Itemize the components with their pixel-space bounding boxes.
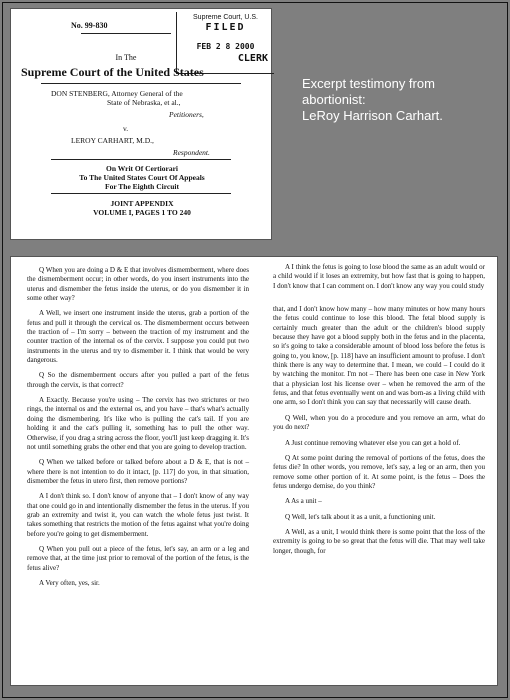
writ-line-3: For The Eighth Circuit bbox=[105, 182, 179, 191]
testimony-paragraph: Q Well, when you do a procedure and you remove an arm, what do you do next? bbox=[273, 413, 485, 432]
stamp-clerk: CLERK bbox=[237, 53, 268, 64]
testimony-paragraph: that, and I don't know how many – how many minutes or how many hours the fetus could continue to lose this blood. The fetal blood supply is certainly much greater than the adult or the children's blood supply because they have got a blood supply both in the fetus and in the placenta, so it's going to take a considerable amount of blood loss before the fetus is going to, you know, [p. 118] have an insufficient amount to profuse. I don't think there is any way to determine that. I mean, we could – I could do it by watching the monitor. I'm not – There has been one case in New York that a physician lost his license over – when he removed the arm of the fetus, and that fetus eventually went on and was born-as a living child with one arm, so I don't think you can say that necessarily will cause death. bbox=[273, 305, 485, 407]
divider bbox=[81, 33, 171, 34]
testimony-paragraph: Q Well, let's talk about it as a unit, a functioning unit. bbox=[285, 512, 436, 521]
testimony-paragraph: A As a unit – bbox=[285, 497, 322, 506]
testimony-paragraph: A Just continue removing whatever else you can get a hold of. bbox=[285, 438, 461, 447]
stamp-filed: FILED bbox=[205, 22, 246, 33]
divider bbox=[51, 159, 231, 160]
writ-line-2: To The United States Court Of Appeals bbox=[79, 173, 205, 182]
testimony-paragraph: A Well, as a unit, I would think there is some point that the loss of the extremity is going to be so great that the fetus will die. That may well take longer, though, for bbox=[273, 527, 485, 555]
stamp-date: FEB 2 8 2000 bbox=[196, 42, 255, 51]
testimony-paragraph: Q So the dismemberment occurs after you pulled a part of the fetus through the cervix, is that correct? bbox=[27, 371, 249, 389]
caption-line-1: Excerpt testimony from bbox=[302, 76, 435, 91]
testimony-paragraph: Q At some point during the removal of portions of the fetus, does the fetus die? In other words, you remove, let's say, a leg or an arm, then you remove some other portion of it. At some point, is the fetus – Does the fetus undergo demise, do you think? bbox=[273, 453, 485, 490]
petitioner-state: State of Nebraska, et al., bbox=[107, 98, 181, 107]
testimony-paragraph: A Well, we insert one instrument inside the uterus, grab a portion of the fetus and pull it through the cervical os. The dismemberment occurs between the traction of – I'm sorry – between the traction of my instrument and the counter traction of the internal os of the cervix. I suppose you could put two instruments in the uterus and try to dismember it. I think that would be very dangerous. bbox=[27, 309, 249, 365]
versus: v. bbox=[123, 124, 129, 133]
caption-line-3: LeRoy Harrison Carhart. bbox=[302, 108, 443, 123]
court-name: Supreme Court of the United States bbox=[21, 65, 204, 79]
testimony-page bbox=[10, 256, 498, 686]
appendix-title: JOINT APPENDIX bbox=[110, 199, 174, 208]
stamp-court: Supreme Court, U.S. bbox=[193, 14, 258, 21]
writ-line-1: On Writ Of Certiorari bbox=[106, 164, 178, 173]
testimony-paragraph: Q When you pull out a piece of the fetus, let's say, an arm or a leg and remove that, at the time just prior to removal of the portion of the fetus, is the fetus alive? bbox=[27, 544, 249, 572]
divider bbox=[51, 193, 231, 194]
testimony-paragraph: A I think the fetus is going to lose blood the same as an adult would or a child would if it loses an extremity, but how fast that is going to happen, I don't know that I can comment on. I don't know any way you could study bbox=[273, 263, 485, 290]
caption-line-2: abortionist: bbox=[302, 92, 366, 107]
petitioners-label: Petitioners, bbox=[169, 110, 204, 119]
testimony-right-column bbox=[273, 263, 485, 562]
testimony-paragraph: Q When we talked before or talked before about a D & E, that is not – where there is not intention to do it intact, [p. 117] do you, in that situation, dismember the fetus in utero first, then remove portions? bbox=[27, 458, 249, 485]
caption bbox=[302, 76, 502, 124]
divider bbox=[41, 83, 241, 84]
petitioner-name: DON STENBERG, Attorney General of the bbox=[51, 89, 183, 98]
testimony-paragraph: A Very often, yes, sir. bbox=[39, 578, 100, 587]
testimony-paragraph: Q When you are doing a D & E that involves dismemberment, where does the dismemberment occur; in other words, do you insert instruments into the uterus and dismember the fetus inside the uterus, or do you dismember it in some other way? bbox=[27, 266, 249, 303]
testimony-left-column bbox=[27, 266, 249, 594]
testimony-paragraph: A Exactly. Because you're using – The cervix has two strictures or two rings, the internal os and the external os, and you have – that's what's actually doing the dismembering. It's like who is pulling the cat's tail. If you are holding it and the cat's pulling it, something has to pull the other way. Otherwise, if you drag a string across the floor, you'll just keep dragging it. It's not until something grabs the other end that you are going to develop traction. bbox=[27, 396, 249, 451]
testimony-paragraph: A I don't think so. I don't know of anyone that – I don't know of any way that one could go in and intentionally dismember the fetus in the uterus. If you grab an extremity and twist it, you can watch the whole fetus just twist. It takes something that restricts the motion of the fetus against what you're doing before you're going to get dismemberment. bbox=[27, 492, 249, 538]
in-the-label: In The bbox=[115, 53, 137, 62]
appendix-pages: VOLUME I, PAGES 1 TO 240 bbox=[93, 208, 191, 217]
court-document-cover bbox=[10, 8, 272, 240]
respondent-label: Respondent. bbox=[173, 148, 210, 157]
docket-number: No. 99-830 bbox=[71, 21, 108, 30]
respondent-name: LEROY CARHART, M.D., bbox=[71, 136, 154, 145]
